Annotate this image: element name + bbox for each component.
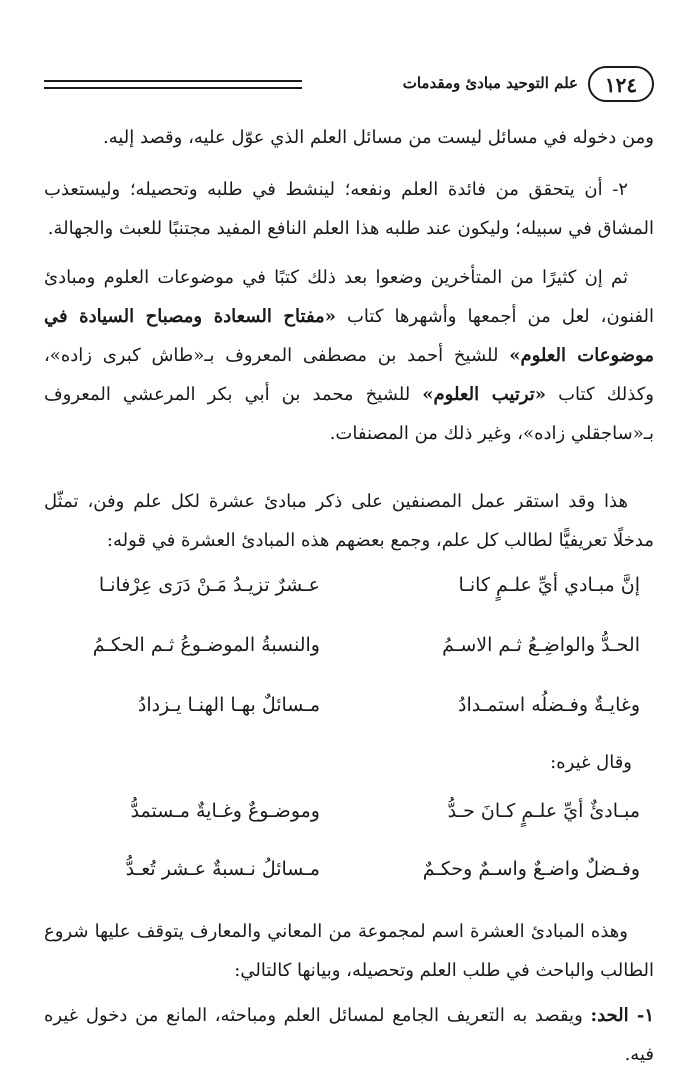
verse-first-hemistich: الحـدُّ والواضِـعُ ثـم الاسـمُ [442,634,640,656]
verse-first-hemistich: وفـضلٌ واضـعٌ واسـمٌ وحكـمٌ [422,858,640,880]
verse-second-hemistich: مـسائلُ نـسبةٌ عـشر تُعـدُّ [125,858,320,880]
page-number-badge: ١٢٤ [588,66,654,102]
verse-second-hemistich: والنسبةُ الموضـوعُ ثـم الحكـمُ [92,634,320,656]
paragraph-principles-definition: وهذه المبادئ العشرة اسم لمجموعة من المعاني والمعارف يتوقف عليها شروع الطالب والباحث في طلب العلم وتحصيله، وبيانها كالتالي: [44,921,654,981]
verse-second-hemistich: مـسائلٌ بهـا الهنـا يـزدادُ [137,694,320,716]
text-run: ثم إن كثيرًا من المتأخرين وضعوا بعد ذلك كتبًا في موضوعات العلوم ومبادئ الفنون، لعل من أجمعها وأشهرها كتاب [44,267,655,327]
verse-first-hemistich: مبـادئٌ أيِّ علـمٍ كـانَ حـدُّ [447,800,640,822]
verse-second-hemistich: عـشرٌ تزيـدُ مَـنْ دَرَى عِرْفانـا [98,574,320,596]
text-run: للشيخ محمد بن أبي بكر المرعشي المعروف بـ«ساجقلي زاده»، وغير ذلك من المصنفات. [44,384,654,444]
verse-line [60,574,640,614]
verse-line [60,694,640,734]
book-title-tartib: «ترتيب العلوم» [422,384,547,405]
header-double-rule [44,80,302,89]
item-label: ١- الحد: [590,1005,654,1026]
verse-first-hemistich: إنَّ مبـادي أيِّ علـمٍ كانـا [458,574,640,596]
paragraph-definition-item-1 [44,996,654,1074]
paragraph-continuation: ومن دخوله في مسائل ليست من مسائل العلم الذي عوّل عليه، وقصد إليه. [102,127,654,148]
running-title: علم التوحيد مبادئ ومقدمات [402,74,578,92]
book-title-miftah: «مفتاح السعادة ومصباح السيادة في موضوعات العلوم» [44,306,654,366]
item-text: ويقصد به التعريف الجامع لمسائل العلم ومباحثه، المانع من دخول غيره فيه. [44,1005,654,1065]
paragraph-point-2: ٢- أن يتحقق من فائدة العلم ونفعه؛ لينشط في طلبه وتحصيله؛ وليستعذب المشاق في سبيله؛ وليكون عند طلبه هذا العلم النافع المفيد مجتنبًا للعبث والجهالة. [44,179,654,239]
running-header [44,66,654,106]
verse-first-hemistich: وغايـةٌ وفـضلُه استمـدادُ [458,694,640,716]
verse-line [60,858,640,898]
poem-intro: وقال غيره: [550,752,632,773]
verse-line [60,800,640,840]
verse-second-hemistich: وموضـوعٌ وغـايةٌ مـستمدُّ [130,800,320,822]
paragraph-ten-principles: هذا وقد استقر عمل المصنفين على ذكر مبادئ عشرة لكل علم وفن، تمثّل مدخلًا تعريفيًّا لطالب كل علم، وجمع بعضهم هذه المبادئ العشرة في قوله: [44,491,654,551]
text-run: للشيخ أحمد بن مصطفى المعروف بـ«طاش كبرى زاده»، وكذلك كتاب [44,345,654,405]
verse-line [60,634,640,674]
paragraph-later-works [44,258,654,453]
